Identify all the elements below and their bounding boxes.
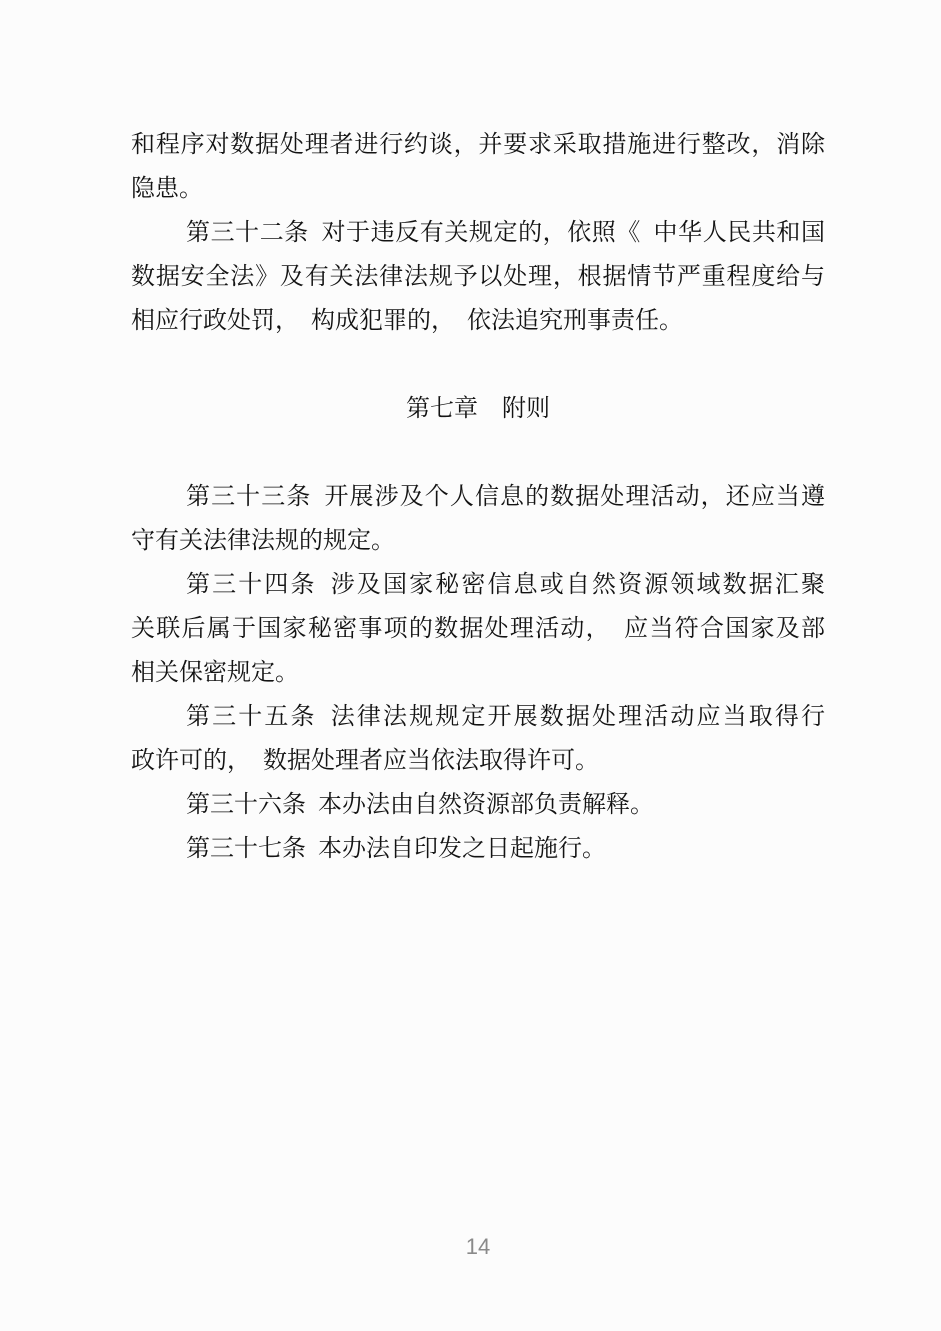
text-line: 数据安全法》及有关法律法规予以处理，根据情节严重程度给与 bbox=[131, 263, 825, 290]
text-line: 关联后属于国家秘密事项的数据处理活动， 应当符合国家及部 bbox=[131, 615, 825, 642]
text-line: 第三十六条 本办法由自然资源部负责解释。 bbox=[186, 791, 654, 818]
text-line: 第三十四条 涉及国家秘密信息或自然资源领域数据汇聚 bbox=[186, 571, 825, 598]
document-body bbox=[131, 123, 825, 871]
text-line: 相应行政处罚， 构成犯罪的， 依法追究刑事责任。 bbox=[131, 307, 683, 334]
text-line: 第三十三条 开展涉及个人信息的数据处理活动，还应当遵 bbox=[186, 483, 825, 510]
text-line: 和程序对数据处理者进行约谈，并要求采取措施进行整改，消除 bbox=[131, 131, 825, 158]
text-line: 第三十二条 对于违反有关规定的，依照《 中华人民共和国 bbox=[186, 219, 825, 246]
text-line: 第三十七条 本办法自印发之日起施行。 bbox=[186, 835, 606, 862]
text-line: 相关保密规定。 bbox=[131, 659, 299, 686]
text-line: 守有关法律法规的规定。 bbox=[131, 527, 395, 554]
page-number: 14 bbox=[465, 1234, 491, 1259]
text-line: 隐患。 bbox=[131, 175, 203, 202]
chapter-heading: 第七章 附则 bbox=[406, 395, 550, 422]
text-line: 政许可的， 数据处理者应当依法取得许可。 bbox=[131, 747, 599, 774]
text-line: 第三十五条 法律法规规定开展数据处理活动应当取得行 bbox=[186, 703, 825, 730]
